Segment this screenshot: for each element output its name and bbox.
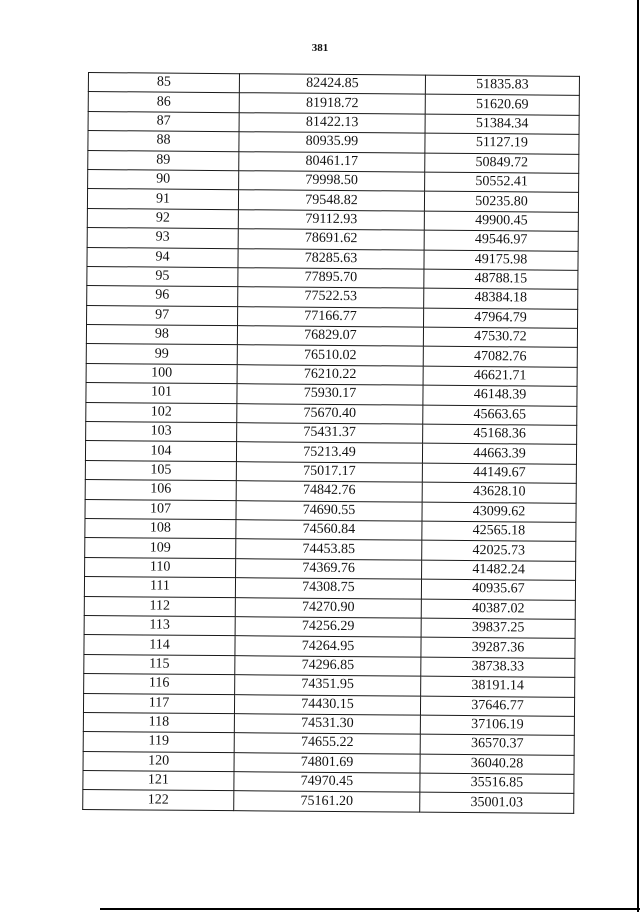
value-a-cell: 75017.17	[236, 461, 422, 482]
scan-bottom-edge	[100, 908, 640, 910]
value-b-cell: 44663.39	[422, 444, 576, 465]
value-b-cell: 45168.36	[423, 424, 577, 445]
row-index-cell: 107	[85, 499, 236, 520]
row-index-cell: 88	[88, 131, 239, 152]
value-b-cell: 40387.02	[421, 599, 575, 620]
row-index-cell: 103	[86, 422, 237, 443]
value-a-cell: 79548.82	[238, 190, 424, 211]
row-index-cell: 100	[86, 363, 237, 384]
value-b-cell: 36570.37	[420, 734, 574, 755]
row-index-cell: 119	[83, 732, 234, 753]
value-a-cell: 74256.29	[235, 617, 421, 638]
value-b-cell: 42565.18	[422, 521, 576, 542]
value-a-cell: 74560.84	[236, 520, 422, 541]
value-b-cell: 45663.65	[423, 405, 577, 426]
row-index-cell: 99	[86, 344, 237, 365]
row-index-cell: 105	[85, 460, 236, 481]
row-index-cell: 120	[83, 751, 234, 772]
row-index-cell: 101	[86, 383, 237, 404]
value-b-cell: 50552.41	[425, 172, 579, 193]
value-a-cell: 74264.95	[235, 636, 421, 657]
page-number: 381	[311, 42, 329, 54]
value-b-cell: 40935.67	[421, 579, 575, 600]
value-a-cell: 74351.95	[235, 675, 421, 696]
value-b-cell: 35516.85	[420, 773, 574, 794]
table-row	[83, 790, 574, 813]
row-index-cell: 112	[84, 596, 235, 617]
value-b-cell: 48384.18	[424, 288, 578, 309]
value-b-cell: 41482.24	[422, 560, 576, 581]
value-a-cell: 74430.15	[234, 694, 420, 715]
row-index-cell: 98	[86, 325, 237, 346]
value-b-cell: 50849.72	[425, 153, 579, 174]
value-b-cell: 38738.33	[421, 657, 575, 678]
value-a-cell: 74842.76	[236, 481, 422, 502]
value-a-cell: 76510.02	[237, 345, 423, 366]
value-b-cell: 44149.67	[422, 463, 576, 484]
row-index-cell: 95	[87, 266, 238, 287]
row-index-cell: 86	[88, 92, 239, 113]
value-a-cell: 74453.85	[236, 539, 422, 560]
value-a-cell: 75161.20	[234, 791, 420, 812]
row-index-cell: 113	[84, 615, 235, 636]
value-b-cell: 47964.79	[424, 308, 578, 329]
row-index-cell: 94	[87, 247, 238, 268]
value-a-cell: 81422.13	[239, 112, 425, 133]
value-a-cell: 74531.30	[234, 714, 420, 735]
value-b-cell: 47082.76	[423, 347, 577, 368]
row-index-cell: 122	[83, 790, 234, 811]
value-a-cell: 74970.45	[234, 772, 420, 793]
value-b-cell: 51384.34	[425, 114, 579, 135]
value-b-cell: 49175.98	[424, 250, 578, 271]
value-b-cell: 49900.45	[424, 211, 578, 232]
row-index-cell: 108	[85, 518, 236, 539]
value-a-cell: 75670.40	[237, 403, 423, 424]
row-index-cell: 115	[84, 654, 235, 675]
value-a-cell: 74655.22	[234, 733, 420, 754]
value-a-cell: 74801.69	[234, 752, 420, 773]
row-index-cell: 92	[87, 208, 238, 229]
data-table-container	[82, 72, 576, 814]
value-a-cell: 74308.75	[235, 578, 421, 599]
value-a-cell: 81918.72	[239, 93, 425, 114]
value-b-cell: 38191.14	[421, 676, 575, 697]
row-index-cell: 118	[83, 712, 234, 733]
value-b-cell: 37646.77	[420, 696, 574, 717]
value-a-cell: 74296.85	[235, 655, 421, 676]
row-index-cell: 85	[88, 73, 239, 94]
value-a-cell: 79112.93	[238, 209, 424, 230]
value-a-cell: 74690.55	[236, 500, 422, 521]
value-a-cell: 80935.99	[239, 132, 425, 153]
value-b-cell: 50235.80	[424, 191, 578, 212]
row-index-cell: 121	[83, 771, 234, 792]
row-index-cell: 90	[88, 169, 239, 190]
row-index-cell: 117	[83, 693, 234, 714]
value-b-cell: 47530.72	[423, 327, 577, 348]
value-a-cell: 76829.07	[237, 326, 423, 347]
value-a-cell: 78691.62	[238, 229, 424, 250]
row-index-cell: 89	[88, 150, 239, 171]
value-b-cell: 46621.71	[423, 366, 577, 387]
row-index-cell: 96	[87, 286, 238, 307]
value-a-cell: 79998.50	[239, 171, 425, 192]
value-a-cell: 75213.49	[236, 442, 422, 463]
value-b-cell: 51620.69	[425, 95, 579, 116]
value-a-cell: 76210.22	[237, 365, 423, 386]
row-index-cell: 109	[85, 538, 236, 559]
value-a-cell: 74270.90	[235, 597, 421, 618]
value-b-cell: 51127.19	[425, 133, 579, 154]
data-table	[82, 72, 580, 814]
value-b-cell: 43099.62	[422, 502, 576, 523]
row-index-cell: 111	[84, 577, 235, 598]
value-b-cell: 51835.83	[425, 75, 579, 96]
row-index-cell: 102	[86, 402, 237, 423]
row-index-cell: 116	[84, 674, 235, 695]
table-body	[83, 73, 580, 814]
value-a-cell: 77166.77	[238, 306, 424, 327]
row-index-cell: 97	[87, 305, 238, 326]
page-edge	[637, 0, 639, 912]
value-a-cell: 77895.70	[238, 268, 424, 289]
value-b-cell: 35001.03	[420, 793, 574, 814]
value-a-cell: 75930.17	[237, 384, 423, 405]
value-a-cell: 82424.85	[239, 74, 425, 95]
value-a-cell: 75431.37	[237, 423, 423, 444]
value-b-cell: 39287.36	[421, 637, 575, 658]
value-b-cell: 48788.15	[424, 269, 578, 290]
value-b-cell: 37106.19	[420, 715, 574, 736]
value-a-cell: 74369.76	[236, 558, 422, 579]
value-b-cell: 49546.97	[424, 230, 578, 251]
value-b-cell: 43628.10	[422, 482, 576, 503]
row-index-cell: 104	[85, 441, 236, 462]
row-index-cell: 87	[88, 111, 239, 132]
value-a-cell: 78285.63	[238, 248, 424, 269]
value-b-cell: 46148.39	[423, 385, 577, 406]
value-b-cell: 39837.25	[421, 618, 575, 639]
row-index-cell: 93	[87, 228, 238, 249]
value-a-cell: 77522.53	[238, 287, 424, 308]
row-index-cell: 110	[85, 557, 236, 578]
value-b-cell: 36040.28	[420, 754, 574, 775]
value-a-cell: 80461.17	[239, 151, 425, 172]
row-index-cell: 114	[84, 635, 235, 656]
value-b-cell: 42025.73	[422, 541, 576, 562]
row-index-cell: 91	[87, 189, 238, 210]
row-index-cell: 106	[85, 480, 236, 501]
